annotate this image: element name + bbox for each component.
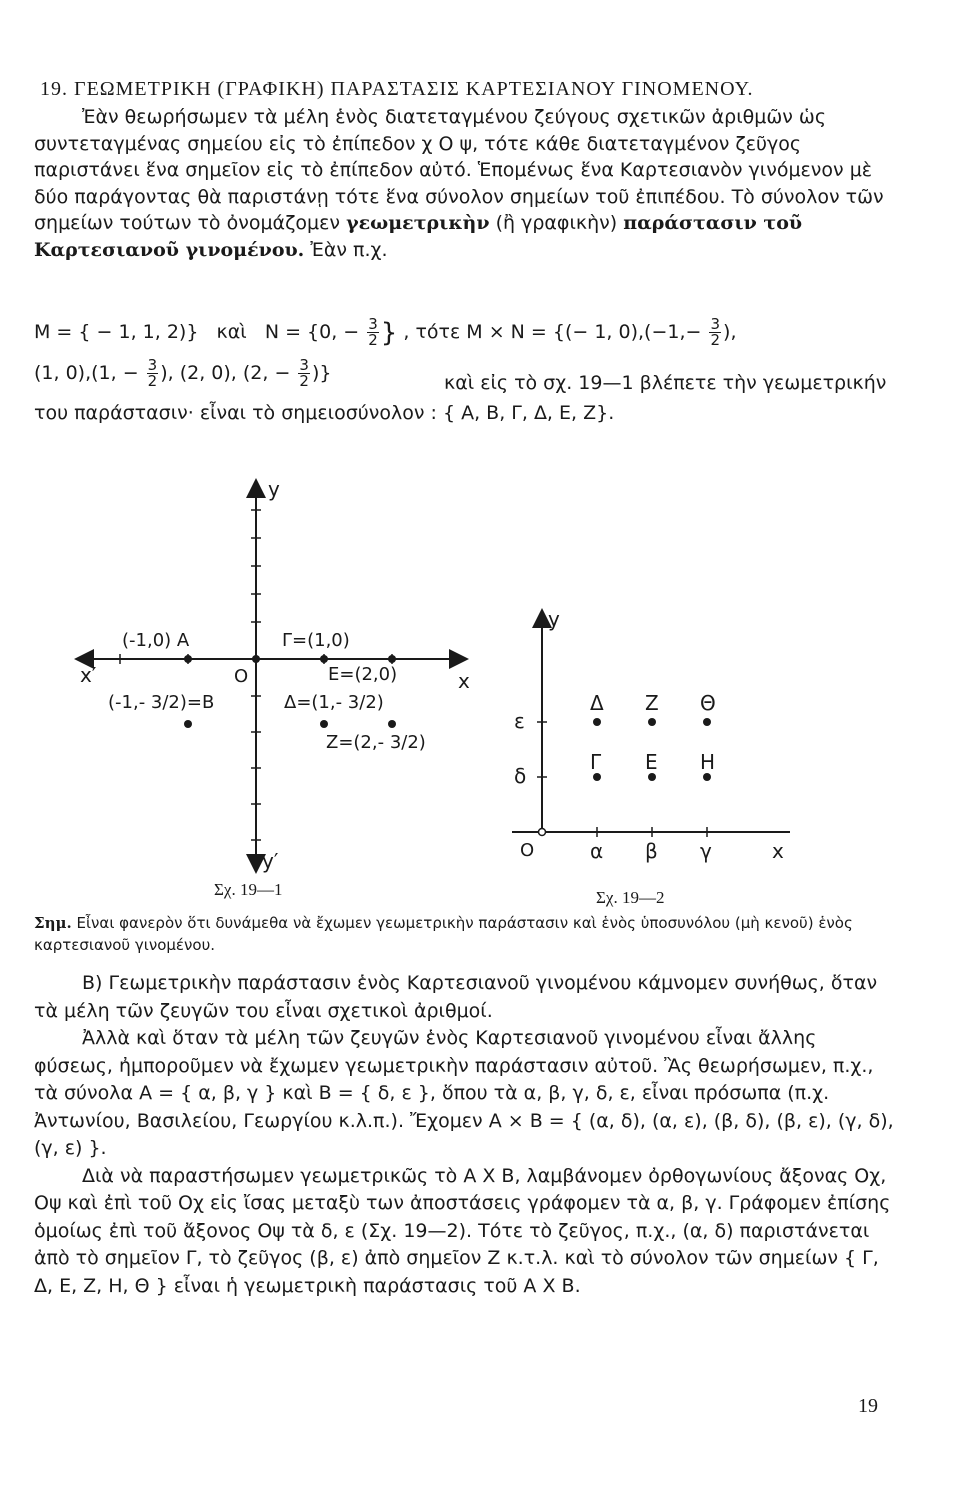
kai-word: καὶ [216, 321, 247, 343]
fraction: $\frac{3}{2}$ [710, 315, 721, 349]
math-tail: καὶ εἰς τὸ σχ. 19—1 βλέπετε τὴν γεωμετρικήν του παράστασιν· εἶναι τὸ σημειοσύνολον : { Α, Β, Γ, Δ, Ε, Ζ}. [34, 372, 887, 424]
caption-19-2: Σχ. 19—2 [596, 888, 665, 907]
point-e-2 [648, 773, 656, 781]
point-z-2 [648, 718, 656, 726]
section-b [34, 970, 894, 1300]
y-label: y [268, 477, 280, 501]
caption-19-1: Σχ. 19—1 [214, 880, 283, 899]
label-gamma-2: Γ [590, 750, 602, 774]
figure-19-1 [60, 470, 500, 890]
note [34, 912, 894, 956]
section-heading: 19. ΓΕΩΜΕΤΡΙΚΗ (ΓΡΑΦΙΚΗ) ΠΑΡΑΣΤΑΣΙΣ ΚΑΡΤΕΣΙΑΝΟΥ ΓΙΝΟΜΕΝΟΥ. [40, 78, 754, 100]
origin-label: O [234, 666, 249, 687]
label-e: E=(2,0) [328, 664, 398, 685]
ytick-epsilon: ε [514, 709, 525, 733]
section-b-p2: Ἀλλὰ καὶ ὅταν τὰ μέλη τῶν ζευγῶν ἑνὸς Καρτεσιανοῦ γινομένου εἶναι ἄλλης φύσεως, ἠμποροῦμεν νὰ ἔχωμεν γεωμετρικὴν παράστασιν αὐτοῦ. Ἂς θεωρήσωμεν, π.χ., τὰ σύνολα Α = { α, β, γ } καὶ Β = { δ, ε }, ὅπου τὰ α, β, γ, δ, ε, εἶναι πρόσωπα (π.χ. Ἀντωνίου, Βασιλείου, Γεωργίου κ.λ.π.). Ἔχομεν Α × Β = { (α, δ), (α, ε), (β, δ), (β, ε), (γ, δ), (γ, ε) }. [34, 1027, 894, 1159]
pair-3: )} [311, 362, 332, 384]
xtick-beta: β [645, 839, 658, 863]
intro-bold-1: γεωμετρικὴν [346, 212, 490, 235]
point-delta-2 [593, 718, 601, 726]
label-theta-2: Θ [700, 691, 716, 715]
point-gamma-2 [593, 773, 601, 781]
product-start: , τότε Μ × Ν = {(− 1, 0),(−1,− [403, 321, 702, 343]
xtick-gamma: γ [700, 839, 712, 863]
label-z: Z=(2,- 3/2) [326, 732, 426, 753]
intro-text-3: Ἐὰν π.χ. [310, 238, 388, 261]
page-number: 19 [858, 1395, 878, 1417]
section-b-p1: Β) Γεωμετρικὴν παράστασιν ἑνὸς Καρτεσιανοῦ γινομένου κάμνομεν συνήθως, ὅταν τὰ μέλη τῶν ζευγῶν του εἶναι σχετικοὶ ἀριθμοί. [34, 972, 878, 1022]
intro-text-2: (ἢ γραφικὴν) [495, 212, 618, 235]
point-b [184, 720, 192, 728]
point-h-2 [703, 773, 711, 781]
intro-bold-2: παράστασιν τοῦ Καρτεσιανοῦ γινομένου. [34, 212, 803, 261]
label-delta-2: Δ [590, 691, 604, 715]
label-z-2: Z [645, 691, 659, 715]
label-e-2: E [645, 750, 658, 774]
note-label: Σημ. [34, 914, 72, 932]
yprime-label: y′ [262, 849, 279, 873]
n-set: Ν = {0, − [264, 321, 360, 343]
label-a: (-1,0) A [122, 630, 190, 651]
intro-paragraph [34, 104, 894, 264]
origin-point [252, 655, 260, 663]
fraction: $\frac{3}{2}$ [299, 356, 309, 390]
point-a [184, 655, 192, 663]
pair-2: ), (2, 0), (2, − [160, 362, 291, 384]
origin-point-2 [539, 829, 546, 836]
tick-marks-2 [537, 722, 707, 837]
x-label-2: x [772, 839, 784, 863]
note-text: Εἶναι φανερὸν ὅτι δυνάμεθα νὰ ἔχωμεν γεωμετρικὴν παράστασιν καὶ ἑνὸς ὑποσυνόλου (μὴ κενοῦ) ἑνὸς καρτεσιανοῦ γινομένου. [34, 914, 853, 954]
label-gamma: Γ=(1,0) [282, 630, 350, 651]
point-delta [320, 720, 328, 728]
point-e [388, 655, 396, 663]
xtick-alpha: α [590, 839, 604, 863]
y-label-2: y [548, 607, 560, 631]
figure-19-2 [500, 600, 800, 870]
point-z [388, 720, 396, 728]
x-label: x [458, 669, 470, 693]
label-delta: Δ=(1,- 3/2) [284, 692, 384, 713]
math-line-1: Μ = { − 1, 1, 2)} καὶ Ν = {0, − $\frac{3}{2}$ } , τότε Μ × Ν = {(− 1, 0),(−1,− $\frac{3}{2}$ ), [34, 315, 737, 349]
point-theta-2 [703, 718, 711, 726]
xprime-label: x′ [80, 663, 97, 687]
label-h-2: H [700, 750, 716, 774]
ytick-delta: δ [514, 764, 527, 788]
label-b: (-1,- 3/2)=B [108, 692, 215, 713]
fraction: $\frac{3}{2}$ [368, 315, 378, 349]
intro-text-1: Ἐὰν θεωρήσωμεν τὰ μέλη ἑνὸς διατεταγμένου ζεύγους σχετικῶν ἀριθμῶν ὡς συντεταγμένας σημείου εἰς τὸ ἐπίπεδον χ Ο ψ, τότε κάθε διατεταγμένον ζεῦγος παριστάνει ἕνα σημεῖον εἰς τὸ ἐπίπεδον αὐτό. Ἑπομένως ἕνα Καρτεσιανὸν γινόμενον μὲ δύο παράγοντας θὰ παριστάνῃ τότε ἕνα σύνολον σημείων τοῦ ἐπιπέδου. Τὸ σύνολον τῶν σημείων τούτων τὸ ὀνομάζομεν [34, 106, 884, 235]
origin-label-2: O [520, 840, 535, 861]
pair-1: (1, 0),(1, − [34, 362, 139, 384]
section-b-p3: Διὰ νὰ παραστήσωμεν γεωμετρικῶς τὸ Α Χ Β, λαμβάνομεν ὀρθογωνίους ἄξονας Οχ, Οψ καὶ ἐπὶ τοῦ Οχ εἰς ἴσας μεταξὺ των ἀποστάσεις γράφομεν τὰ α, β, γ. Γράφομεν ἐπίσης ὁμοίως ἐπὶ τοῦ ἄξονος Οψ τὰ δ, ε (Σχ. 19—2). Τότε τὸ ζεῦγος, π.χ., (α, δ) παριστάνεται ἀπὸ τὸ σημεῖον Γ, τὸ ζεῦγος (β, ε) ἀπὸ σημεῖον Ζ κ.τ.λ. καὶ τὸ σύνολον τῶν σημείων { Γ, Δ, Ε, Ζ, Η, Θ } εἶναι ἡ γεωμετρικὴ παράστασις τοῦ Α Χ Β. [34, 1164, 891, 1297]
point-gamma [320, 655, 328, 663]
fraction: $\frac{3}{2}$ [147, 356, 158, 390]
m-set: Μ = { − 1, 1, 2)} [34, 321, 199, 343]
